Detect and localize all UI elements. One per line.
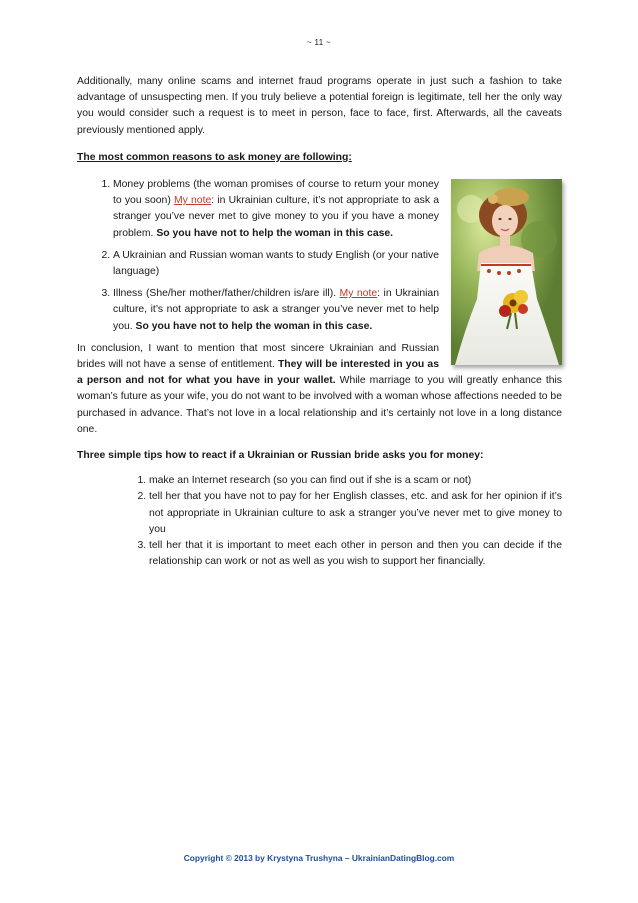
page-number: ~ 11 ~	[307, 38, 331, 47]
bride-illustration	[451, 179, 562, 365]
reason-item: 1. Money problems (the woman promises of course to return your money to you soon) My note: in Ukrainian culture, it’s not appropriate to ask a stranger you’ve never met to give money to you if you have a money problem. So you have not to help the woman in this case.	[113, 177, 562, 242]
note-label: My note	[339, 288, 378, 300]
reasons-heading: The most common reasons to ask money are following:	[77, 151, 352, 163]
bride-photo	[451, 179, 562, 365]
tip-item: 3. tell her that it is important to meet each other in person and then you can decide if the relationship can work or not as well as you wish to support her financially.	[149, 538, 562, 570]
reason-item: 2. A Ukrainian and Russian woman wants to study English (or your native language)	[113, 248, 562, 280]
tip-item: 2. tell her that you have not to pay for her English classes, etc. and ask for her opinion if it’s not appropriate in Ukrainian culture to ask a stranger you’ve never met to give money to you	[149, 489, 562, 538]
tips-list	[77, 473, 562, 570]
page-content	[77, 74, 562, 570]
conclusion-paragraph: In conclusion, I want to mention that most sincere Ukrainian and Russian brides will not have a sense of entitlement. They will be interested in you as a person and not for what you have in your wallet. While marriage to you will greatly enhance this woman’s future as your wife, you do not want to be involved with a woman whose affections needed to be purchased in advance. That’s not love in a local relationship and it’s certainly not love in a long distance one.	[77, 342, 562, 435]
tips-heading: Three simple tips how to react if a Ukrainian or Russian bride asks you for money:	[77, 450, 484, 462]
note-label: My note	[173, 195, 212, 207]
tip-item: 1. make an Internet research (so you can find out if she is a scam or not)	[149, 473, 562, 489]
reason-item: 3. Illness (She/her mother/father/children is/are ill). My note: in Ukrainian culture, it’s not appropriate to ask a stranger you’ve never met to help you. So you have not to help the woman in this case.	[113, 286, 562, 335]
footer-copyright: Copyright © 2013 by Krystyna Trushyna – UkrainianDatingBlog.com	[183, 853, 455, 863]
intro-paragraph: Additionally, many online scams and internet fraud programs operate in just such a fashion to take advantage of unsuspecting men. If you truly believe a potential foreign is legitimate, tell her the only way you would consider such a request is to meet in person, face to face, first. Afterwards, all the caveats previously mentioned apply.	[77, 76, 562, 136]
